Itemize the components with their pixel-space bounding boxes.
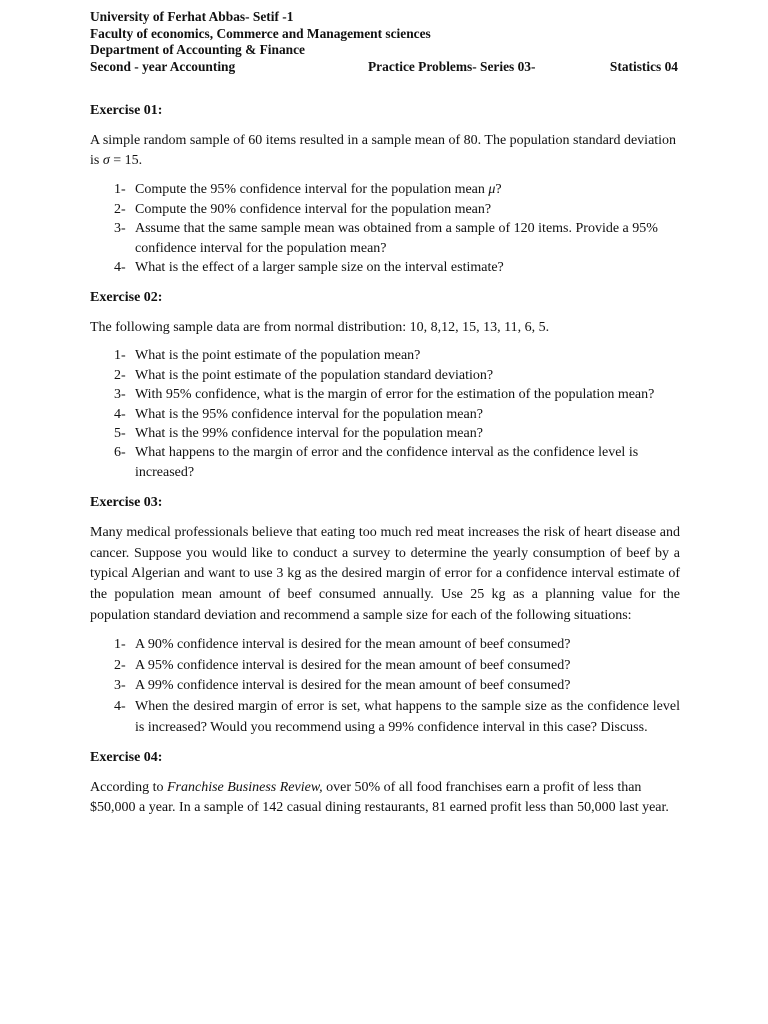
question-text: What is the 99% confidence interval for the population mean? (135, 426, 483, 442)
list-item (114, 385, 680, 404)
question-text: A 95% confidence interval is desired for the mean amount of beef consumed? (135, 657, 571, 673)
question-number: 3- (114, 221, 126, 237)
question-number: 4- (114, 260, 126, 275)
question-text: What is the 95% confidence interval for the population mean? (135, 406, 483, 422)
exercise-01 (90, 102, 680, 277)
list-item (114, 697, 680, 738)
list-item (114, 219, 680, 258)
exercise-title: Exercise 04: (90, 750, 163, 766)
list-item (114, 258, 680, 277)
question-text: A 90% confidence interval is desired for the mean amount of beef consumed? (135, 637, 571, 653)
exercise-statement: Many medical professionals believe that eating too much red meat increases the risk of heart disease and cancer. Suppose you would like to conduct a survey to determine the yearly consumption of beef by a typical Algerian and want to use 3 kg as the desired margin of error for a confidence interval estimate of the population mean amount of beef consumed annually. Use 25 kg as a planning value for the population standard deviation and recommend a sample size for each of the following situations: (90, 525, 680, 623)
statement-text: A simple random sample of 60 items resulted in a sample mean of 80. The population standard deviation is (90, 133, 677, 169)
question-text: Compute the 90% confidence interval for the population mean? (135, 201, 492, 217)
faculty-name: Faculty of economics, Commerce and Management sciences (90, 25, 431, 41)
list-item (114, 676, 680, 697)
question-text (135, 180, 680, 199)
list-item (114, 200, 680, 219)
question-number: 6- (114, 445, 126, 461)
student-level: Second - year Accounting (90, 58, 236, 74)
exercise-02 (90, 289, 680, 482)
question-list (90, 346, 680, 482)
question-number: 4- (114, 699, 126, 714)
list-item (114, 635, 680, 656)
list-item (114, 405, 680, 424)
question-number: 1- (114, 637, 126, 653)
statement-text-end: over 50% of all food franchises earn a profit of less than $50,000 a year. In a sample of 142 casual dining restaurants, 81 earned profit less than 50,000 last year. (90, 780, 669, 815)
list-item (114, 424, 680, 443)
exercise-03 (90, 494, 680, 738)
source-title: Franchise Business Review, (166, 780, 323, 796)
question-text: What is the effect of a larger sample size on the interval estimate? (135, 260, 504, 275)
university-name: University of Ferhat Abbas- Setif -1 (90, 9, 294, 24)
list-item (114, 366, 680, 385)
list-item (114, 346, 680, 365)
department-name: Department of Accounting & Finance (90, 42, 305, 58)
question-number: 1- (114, 182, 126, 198)
course-name: Statistics 04 (609, 58, 678, 74)
question-text-start: Compute the 95% confidence interval for the population mean (135, 182, 489, 198)
question-number: 3- (114, 387, 126, 403)
list-item (114, 656, 680, 677)
exercise-title: Exercise 01: (90, 103, 163, 119)
document-header (90, 9, 680, 75)
question-text: What is the point estimate of the population mean? (135, 348, 421, 364)
list-item (114, 443, 680, 482)
sigma-symbol: σ (102, 153, 110, 169)
series-title: Practice Problems- Series 03- (368, 58, 536, 74)
question-text: A 99% confidence interval is desired for the mean amount of beef consumed? (135, 678, 571, 694)
question-number: 3- (114, 678, 126, 694)
question-text: When the desired margin of error is set, what happens to the sample size as the confidence level is increased? Would you recommend using a 99% confidence interval in this case? Discuss. (135, 699, 680, 735)
question-number: 2- (114, 201, 126, 217)
course-info-row (90, 59, 680, 76)
list-item (114, 180, 680, 199)
exercise-04 (90, 749, 680, 817)
question-number: 5- (114, 426, 126, 442)
question-number: 1- (114, 348, 126, 364)
question-text: What happens to the margin of error and the confidence interval as the confidence level is increased? (135, 445, 639, 480)
question-number: 2- (114, 367, 126, 383)
question-list (90, 180, 680, 277)
question-list (90, 635, 680, 738)
exercise-statement: The following sample data are from normal distribution: 10, 8,12, 15, 13, 11, 6, 5. (90, 320, 550, 336)
question-text-end: ? (495, 182, 502, 198)
mu-symbol: μ (488, 182, 496, 198)
exercise-statement (90, 131, 680, 171)
exercise-statement (90, 778, 680, 817)
statement-text: According to (90, 780, 167, 796)
statement-text-end: = 15. (109, 153, 143, 169)
exercise-title: Exercise 03: (90, 495, 163, 511)
question-text: With 95% confidence, what is the margin of error for the estimation of the population mean? (135, 387, 655, 403)
question-text: Assume that the same sample mean was obtained from a sample of 120 items. Provide a 95% confidence interval for the population mean? (135, 221, 658, 256)
question-text: What is the point estimate of the population standard deviation? (135, 367, 494, 383)
question-number: 2- (114, 657, 126, 673)
question-number: 4- (114, 406, 126, 422)
exercise-title: Exercise 02: (90, 290, 163, 306)
